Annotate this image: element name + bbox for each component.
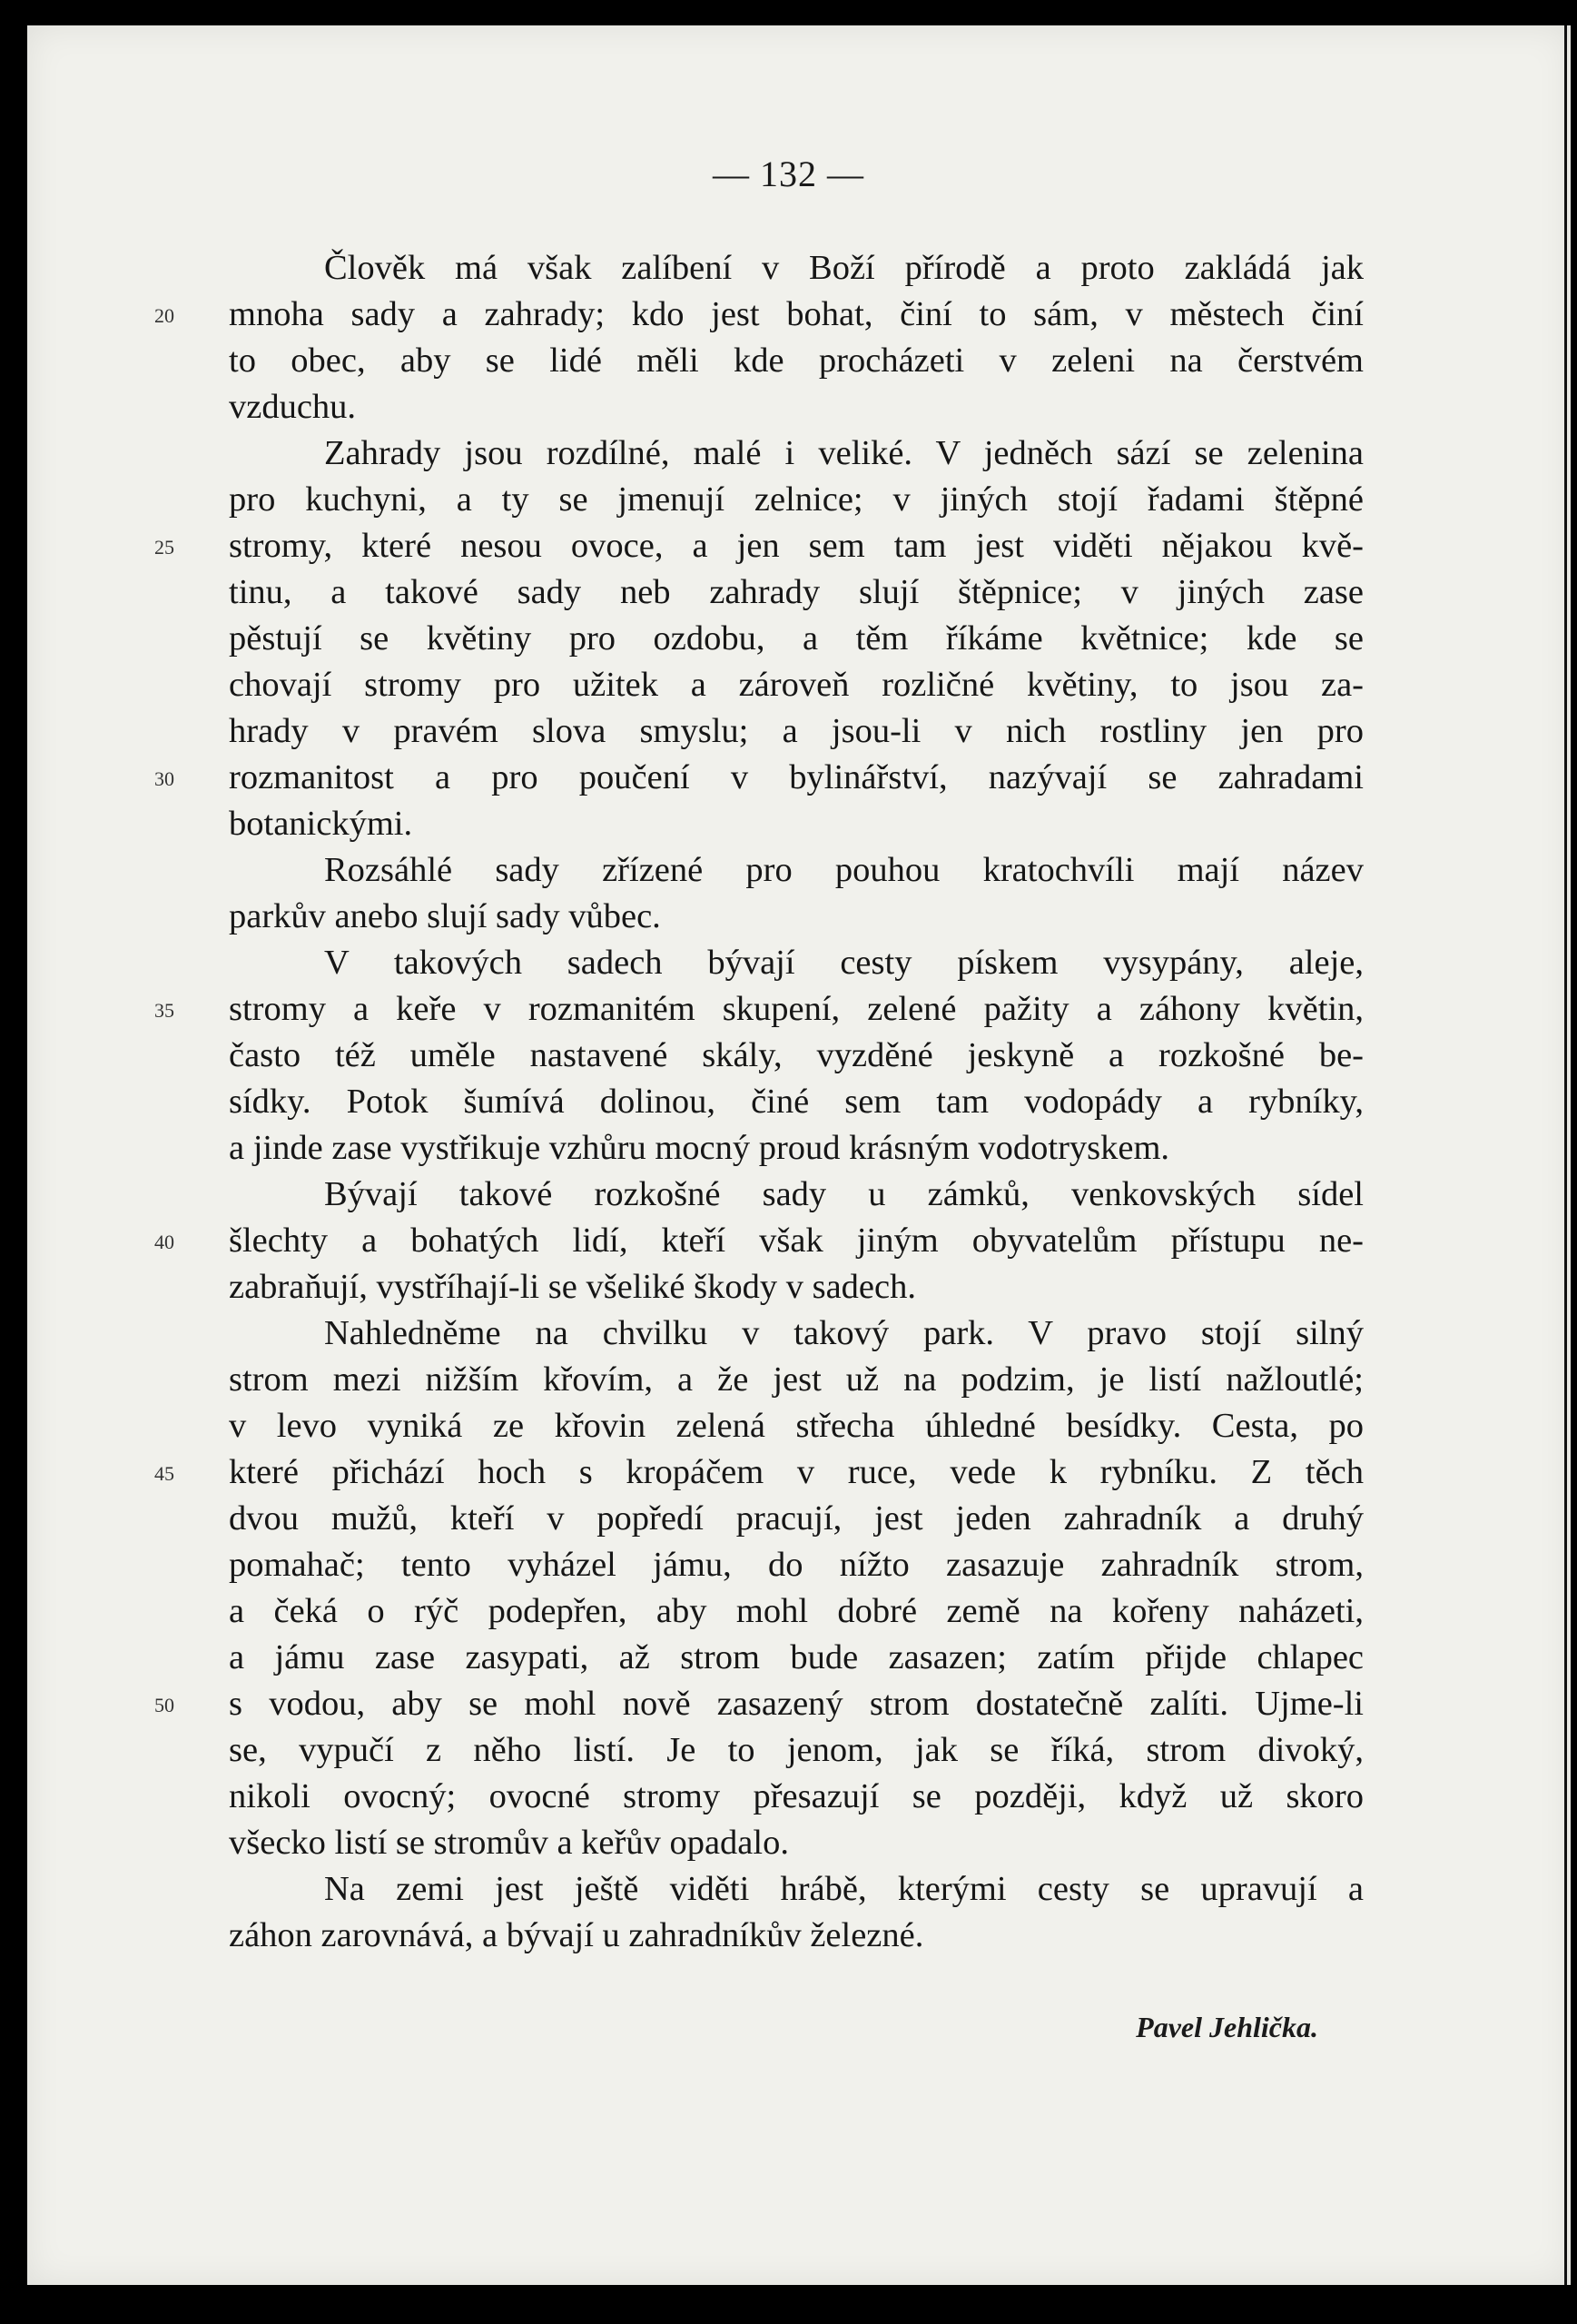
margin-line-number: 45 [154,1462,174,1485]
author-signature: Pavel Jehlička. [1136,2011,1318,2043]
text-line: a jámu zase zasypati, až strom bude zasazen; zatím přijde chlapec [229,1638,1364,1676]
text-line: Rozsáhlé sady zřízené pro pouhou kratochvíli mají název [324,851,1364,889]
text-line: Nahledněme na chvilku v takový park. V pravo stojí silný [324,1314,1364,1352]
text-line: v levo vyniká ze křovin zelená střecha úhledné besídky. Cesta, po [229,1407,1364,1445]
text-line: V takových sadech bývají cesty pískem vysypány, aleje, [324,944,1364,982]
text-line: s vodou, aby se mohl nově zasazený strom dostatečně zalíti. Ujme-li [229,1685,1364,1723]
text-line: záhon zarovnává, a bývají u zahradníkův železné. [229,1916,924,1954]
text-line: tinu, a takové sady neb zahrady slují štěpnice; v jiných zase [229,573,1364,611]
text-line: a čeká o rýč podepřen, aby mohl dobré země na kořeny naházeti, [229,1592,1364,1630]
margin-line-number: 50 [154,1694,174,1716]
article-body [229,245,1364,1959]
text-line: pro kuchyni, a ty se jmenují zelnice; v jiných stojí řadami štěpné [229,480,1364,519]
text-line: botanickými. [229,805,413,843]
text-line: pomahač; tento vyházel jámu, do nížto zasazuje zahradník strom, [229,1546,1364,1584]
text-line: Zahrady jsou rozdílné, malé i veliké. V jedněch sází se zelenina [324,434,1364,472]
text-line: se, vypučí z něho listí. Je to jenom, jak se říká, strom divoký, [229,1731,1364,1769]
page-number: — 132 — [713,153,864,194]
text-line: které přichází hoch s kropáčem v ruce, vede k rybníku. Z těch [229,1453,1364,1491]
text-line: dvou mužů, kteří v popředí pracují, jest jeden zahradník a druhý [229,1499,1364,1538]
margin-line-number: 25 [154,536,174,559]
text-line: nikoli ovocný; ovocné stromy přesazují se později, když už skoro [229,1777,1364,1815]
text-line: stromy, které nesou ovoce, a jen sem tam jest viděti nějakou kvě- [229,527,1364,565]
text-line: to obec, aby se lidé měli kde procházeti v zeleni na čerstvém [229,341,1364,380]
text-line: Člověk má však zalíbení v Boží přírodě a proto zakládá jak [324,249,1364,287]
text-line: Na zemi jest ještě viděti hrábě, kterými cesty se upravují a [324,1870,1364,1908]
margin-line-number: 30 [154,767,174,790]
margin-line-number: 35 [154,999,174,1022]
margin-line-number: 40 [154,1231,174,1253]
book-spine-edge [1564,25,1567,2285]
text-line: strom mezi nižším křovím, a že jest už na podzim, je listí nažloutlé; [229,1360,1364,1399]
text-line: sídky. Potok šumívá dolinou, činé sem tam vodopády a rybníky, [229,1083,1364,1121]
margin-line-number: 20 [154,304,174,327]
text-line: vzduchu. [229,388,357,426]
text-line: chovají stromy pro užitek a zároveň rozličné květiny, to jsou za- [229,666,1364,704]
text-line: hrady v pravém slova smyslu; a jsou-li v nich rostliny jen pro [229,712,1364,750]
text-line: všecko listí se stromův a keřův opadalo. [229,1824,789,1862]
text-line: často též uměle nastavené skály, vyzděné jeskyně a rozkošné be- [229,1036,1364,1074]
text-line: rozmanitost a pro poučení v bylinářství, nazývají se zahradami [229,758,1364,796]
text-line: a jinde zase vystřikuje vzhůru mocný proud krásným vodotryskem. [229,1129,1170,1167]
text-line: pěstují se květiny pro ozdobu, a těm říkáme květnice; kde se [229,619,1364,658]
text-line: Bývají takové rozkošné sady u zámků, venkovských sídel [324,1175,1364,1213]
text-line: parkův anebo slují sady vůbec. [229,897,661,935]
text-line: šlechty a bohatých lidí, kteří však jiným obyvatelům přístupu ne- [229,1221,1364,1260]
text-line: mnoha sady a zahrady; kdo jest bohat, činí to sám, v městech činí [229,295,1364,333]
text-line: zabraňují, vystříhají-li se všeliké škody v sadech. [229,1268,916,1306]
text-line: stromy a keře v rozmanitém skupení, zelené pažity a záhony květin, [229,990,1364,1028]
